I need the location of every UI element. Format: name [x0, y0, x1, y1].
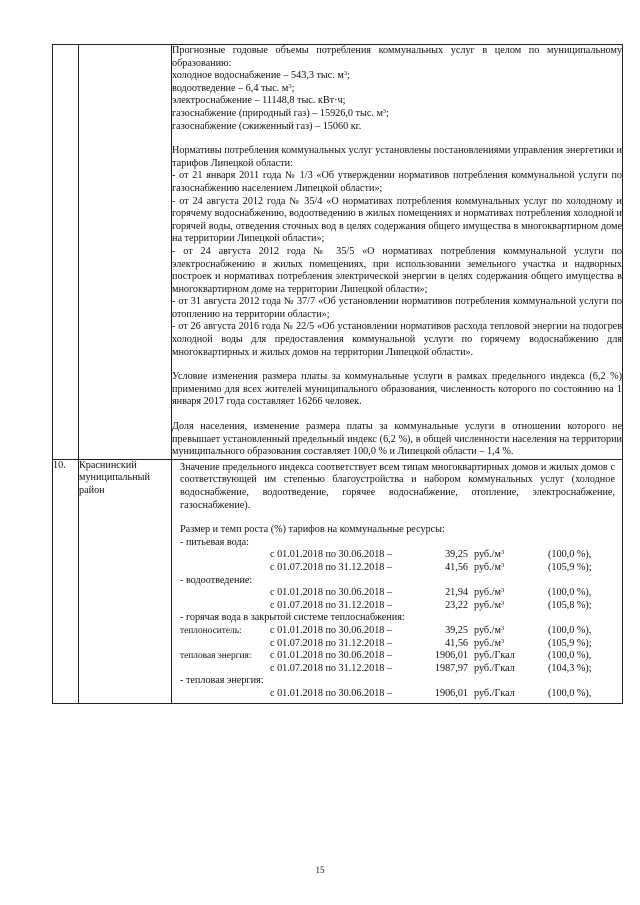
table-row: [53, 45, 623, 460]
tariff-label: [180, 600, 270, 613]
unit-superscript: 3: [382, 107, 387, 115]
unit-superscript: 3: [500, 624, 505, 632]
page-number: 15: [315, 865, 325, 875]
tariff-growth: (105,8 %);: [548, 599, 592, 611]
tariff-unit-text: руб./м: [474, 561, 501, 573]
tariff-row: [180, 663, 615, 676]
tariff-unit: [468, 663, 534, 676]
tariff-row: [180, 587, 615, 600]
norm-item: - от 24 августа 2012 года № 35/4 «О нормативах потребления коммунальных услуг по холодному и горячему водоснабжению, водоотведению в жилых помещениях и нормативах потребления холодной и горячей воды, отведения сточных вод в целях содержания общего имущества в многоквартирном доме на территории Липецкой области»;: [172, 195, 622, 245]
tariff-row: [180, 650, 615, 663]
tariff-label: [180, 549, 270, 562]
tariff-unit-text: руб./м: [474, 549, 501, 561]
tariff-group-heading: - горячая вода в закрытой системе теплоснабжения:: [180, 612, 405, 624]
tariff-row: [180, 562, 615, 575]
tariff-value: 39,25: [445, 549, 468, 561]
forecast-line: [172, 121, 622, 134]
tariff-label: [180, 562, 270, 575]
tariffs-title: Размер и темп роста (%) тарифов на коммунальные ресурсы:: [180, 524, 445, 536]
forecast-list: [172, 70, 622, 133]
tariff-unit: [468, 688, 534, 701]
norm-item: - от 21 января 2011 года № 1/3 «Об утверждении нормативов потребления коммунальной услуги по газоснабжению населением Липецкой области»;: [172, 170, 622, 194]
tariff-period: с 01.07.2018 по 31.12.2018 –: [270, 599, 393, 611]
tariff-growth: (100,0 %),: [548, 624, 592, 636]
norm-item: - от 26 августа 2016 года № 22/5 «Об установлении нормативов расхода тепловой энергии на подогрев холодной воды для предоставления коммунальной услуги по горячему водоснабжению для многоквартирных и жилых домов на территории Липецкой области».: [172, 321, 622, 358]
tariff-value: 41,56: [445, 637, 468, 649]
tariff-row: [180, 600, 615, 613]
norm-item: - от 24 августа 2012 года № 35/5 «О нормативах потребления коммунальной услуги по электроснабжению в жилых помещениях, при использовании земельного участка и надворных построек и нормативах потребления электрической энергии в целях содержания общего имущества в многоквартирном доме на территории Липецкой области»;: [172, 245, 622, 295]
unit-superscript: 3: [500, 599, 505, 607]
tariff-value: 41,56: [445, 561, 468, 573]
districts-table: [52, 44, 623, 704]
forecast-intro: Прогнозные годовые объемы потребления коммунальных услуг в целом по муниципальному образованию:: [172, 45, 622, 69]
condition-paragraph: Условие изменения размера платы за коммунальные услуги в рамках предельного индекса (6,2 %) применимо для всех жителей муниципального образования, численность которого по состоянию на 1 января 2017 года составляет 16266 человек.: [172, 371, 622, 408]
forecast-tail: ;: [291, 82, 295, 94]
tariff-unit: [468, 562, 534, 575]
tariff-period: с 01.01.2018 по 30.06.2018 –: [270, 549, 393, 561]
forecast-text: электроснабжение – 11148,8 тыс. кВт·ч;: [172, 95, 346, 107]
tariff-unit: [468, 600, 534, 613]
tariff-unit-text: руб./м: [474, 637, 501, 649]
tariff-label: [180, 663, 270, 676]
row-number: 10.: [53, 459, 79, 703]
unit-superscript: 3: [500, 561, 505, 569]
forecast-tail: ;: [386, 107, 390, 119]
tariff-row: [180, 625, 615, 638]
tariff-unit: [468, 650, 534, 663]
tariff-label: теплоноситель:: [180, 625, 242, 636]
tariff-unit: [468, 587, 534, 600]
tariff-growth: (104,3 %);: [548, 662, 592, 674]
district-name: [79, 45, 172, 460]
tariff-label: [180, 587, 270, 600]
tariff-period: с 01.07.2018 по 31.12.2018 –: [270, 637, 393, 649]
tariff-row: [180, 549, 615, 562]
row-description: [172, 459, 623, 703]
tariff-unit-text: руб./м: [474, 624, 501, 636]
tariff-value: 21,94: [445, 587, 468, 599]
tariff-value: 1987,97: [434, 662, 468, 674]
tariff-growth: (105,9 %);: [548, 637, 592, 649]
forecast-line: [172, 108, 622, 121]
share-paragraph: Доля населения, изменение размера платы за коммунальные услуги в отношении которого не превышает установленный предельный индекс (6,2 %), в общей численности населения на территории муниципального образования составляет 100,0 % и Липецкой области – 1,4 %.: [172, 421, 622, 458]
tariff-unit-text: руб./м: [474, 587, 501, 599]
table-row: [53, 459, 623, 703]
tariff-unit-text: руб./Гкал: [474, 650, 515, 662]
tariff-table: [180, 549, 615, 574]
forecast-text: водоотведение – 6,4 тыс. м: [172, 82, 289, 94]
row-description: [172, 45, 623, 460]
tariff-period: с 01.01.2018 по 30.06.2018 –: [270, 587, 393, 599]
forecast-text: газоснабжение (природный газ) – 15926,0 тыс. м: [172, 107, 383, 119]
unit-superscript: 3: [500, 637, 505, 645]
norms-intro: Нормативы потребления коммунальных услуг установлены постановлениями управления энергетики и тарифов Липецкой области:: [172, 145, 622, 169]
tariff-period: с 01.01.2018 по 30.06.2018 –: [270, 624, 393, 636]
tariff-table: [180, 625, 615, 675]
tariff-unit-text: руб./м: [474, 599, 501, 611]
tariff-period: с 01.07.2018 по 31.12.2018 –: [270, 561, 393, 573]
norms-list: [172, 170, 622, 359]
tariff-unit: [468, 638, 534, 651]
tariff-growth: (100,0 %),: [548, 587, 592, 599]
tariff-unit: [468, 549, 534, 562]
tariff-label: тепловая энергия:: [180, 651, 252, 662]
tariff-unit-text: руб./Гкал: [474, 687, 515, 699]
tariff-value: 39,25: [445, 624, 468, 636]
tariff-unit-text: руб./Гкал: [474, 662, 515, 674]
tariff-label: [180, 638, 270, 651]
tariff-row: [180, 638, 615, 651]
tariff-row: [180, 688, 615, 701]
tariff-growth: (100,0 %),: [548, 650, 592, 662]
tariff-value: 1906,01: [434, 687, 468, 699]
unit-superscript: 3: [500, 549, 505, 557]
unit-superscript: 3: [288, 82, 292, 90]
unit-superscript: 3: [343, 70, 348, 78]
tariff-period: с 01.01.2018 по 30.06.2018 –: [270, 650, 393, 662]
tariff-period: с 01.01.2018 по 30.06.2018 –: [270, 687, 393, 699]
forecast-line: [172, 70, 622, 83]
tariff-table: [180, 587, 615, 612]
index-paragraph: Значение предельного индекса соответствует всем типам многоквартирных домов и жилых домов с соответствующей им степенью благоустройства и набором коммунальных услуг (холодное водоснабжение, водоотведение, горячее водоснабжение, отопление, электроснабжение, газоснабжение).: [180, 461, 615, 511]
tariff-growth: (105,9 %);: [548, 561, 592, 573]
tariff-unit: [468, 625, 534, 638]
tariff-growth: (100,0 %),: [548, 549, 592, 561]
tariff-value: 23,22: [445, 599, 468, 611]
forecast-line: [172, 83, 622, 96]
tariff-table: [180, 688, 615, 701]
tariff-group-heading: - водоотведение:: [180, 574, 253, 586]
tariff-group-heading: - питьевая вода:: [180, 536, 249, 548]
tariff-period: с 01.07.2018 по 31.12.2018 –: [270, 662, 393, 674]
norm-item: - от 31 августа 2012 года № 37/7 «Об установлении нормативов потребления коммунальной услуги по отоплению на территории области»;: [172, 296, 622, 320]
tariffs-list: [180, 537, 615, 701]
row-number: [53, 45, 79, 460]
forecast-line: [172, 95, 622, 108]
district-name: Краснинский муниципальный район: [79, 459, 172, 703]
forecast-text: газоснабжение (сжиженный газ) – 15060 кг.: [172, 120, 362, 132]
tariff-group-heading: - тепловая энергия:: [180, 675, 264, 687]
unit-superscript: 3: [500, 587, 505, 595]
tariff-label: [180, 688, 270, 701]
tariff-value: 1906,01: [434, 650, 468, 662]
tariff-growth: (100,0 %),: [548, 687, 592, 699]
forecast-text: холодное водоснабжение – 543,3 тыс. м: [172, 70, 344, 82]
forecast-tail: ;: [347, 70, 350, 82]
